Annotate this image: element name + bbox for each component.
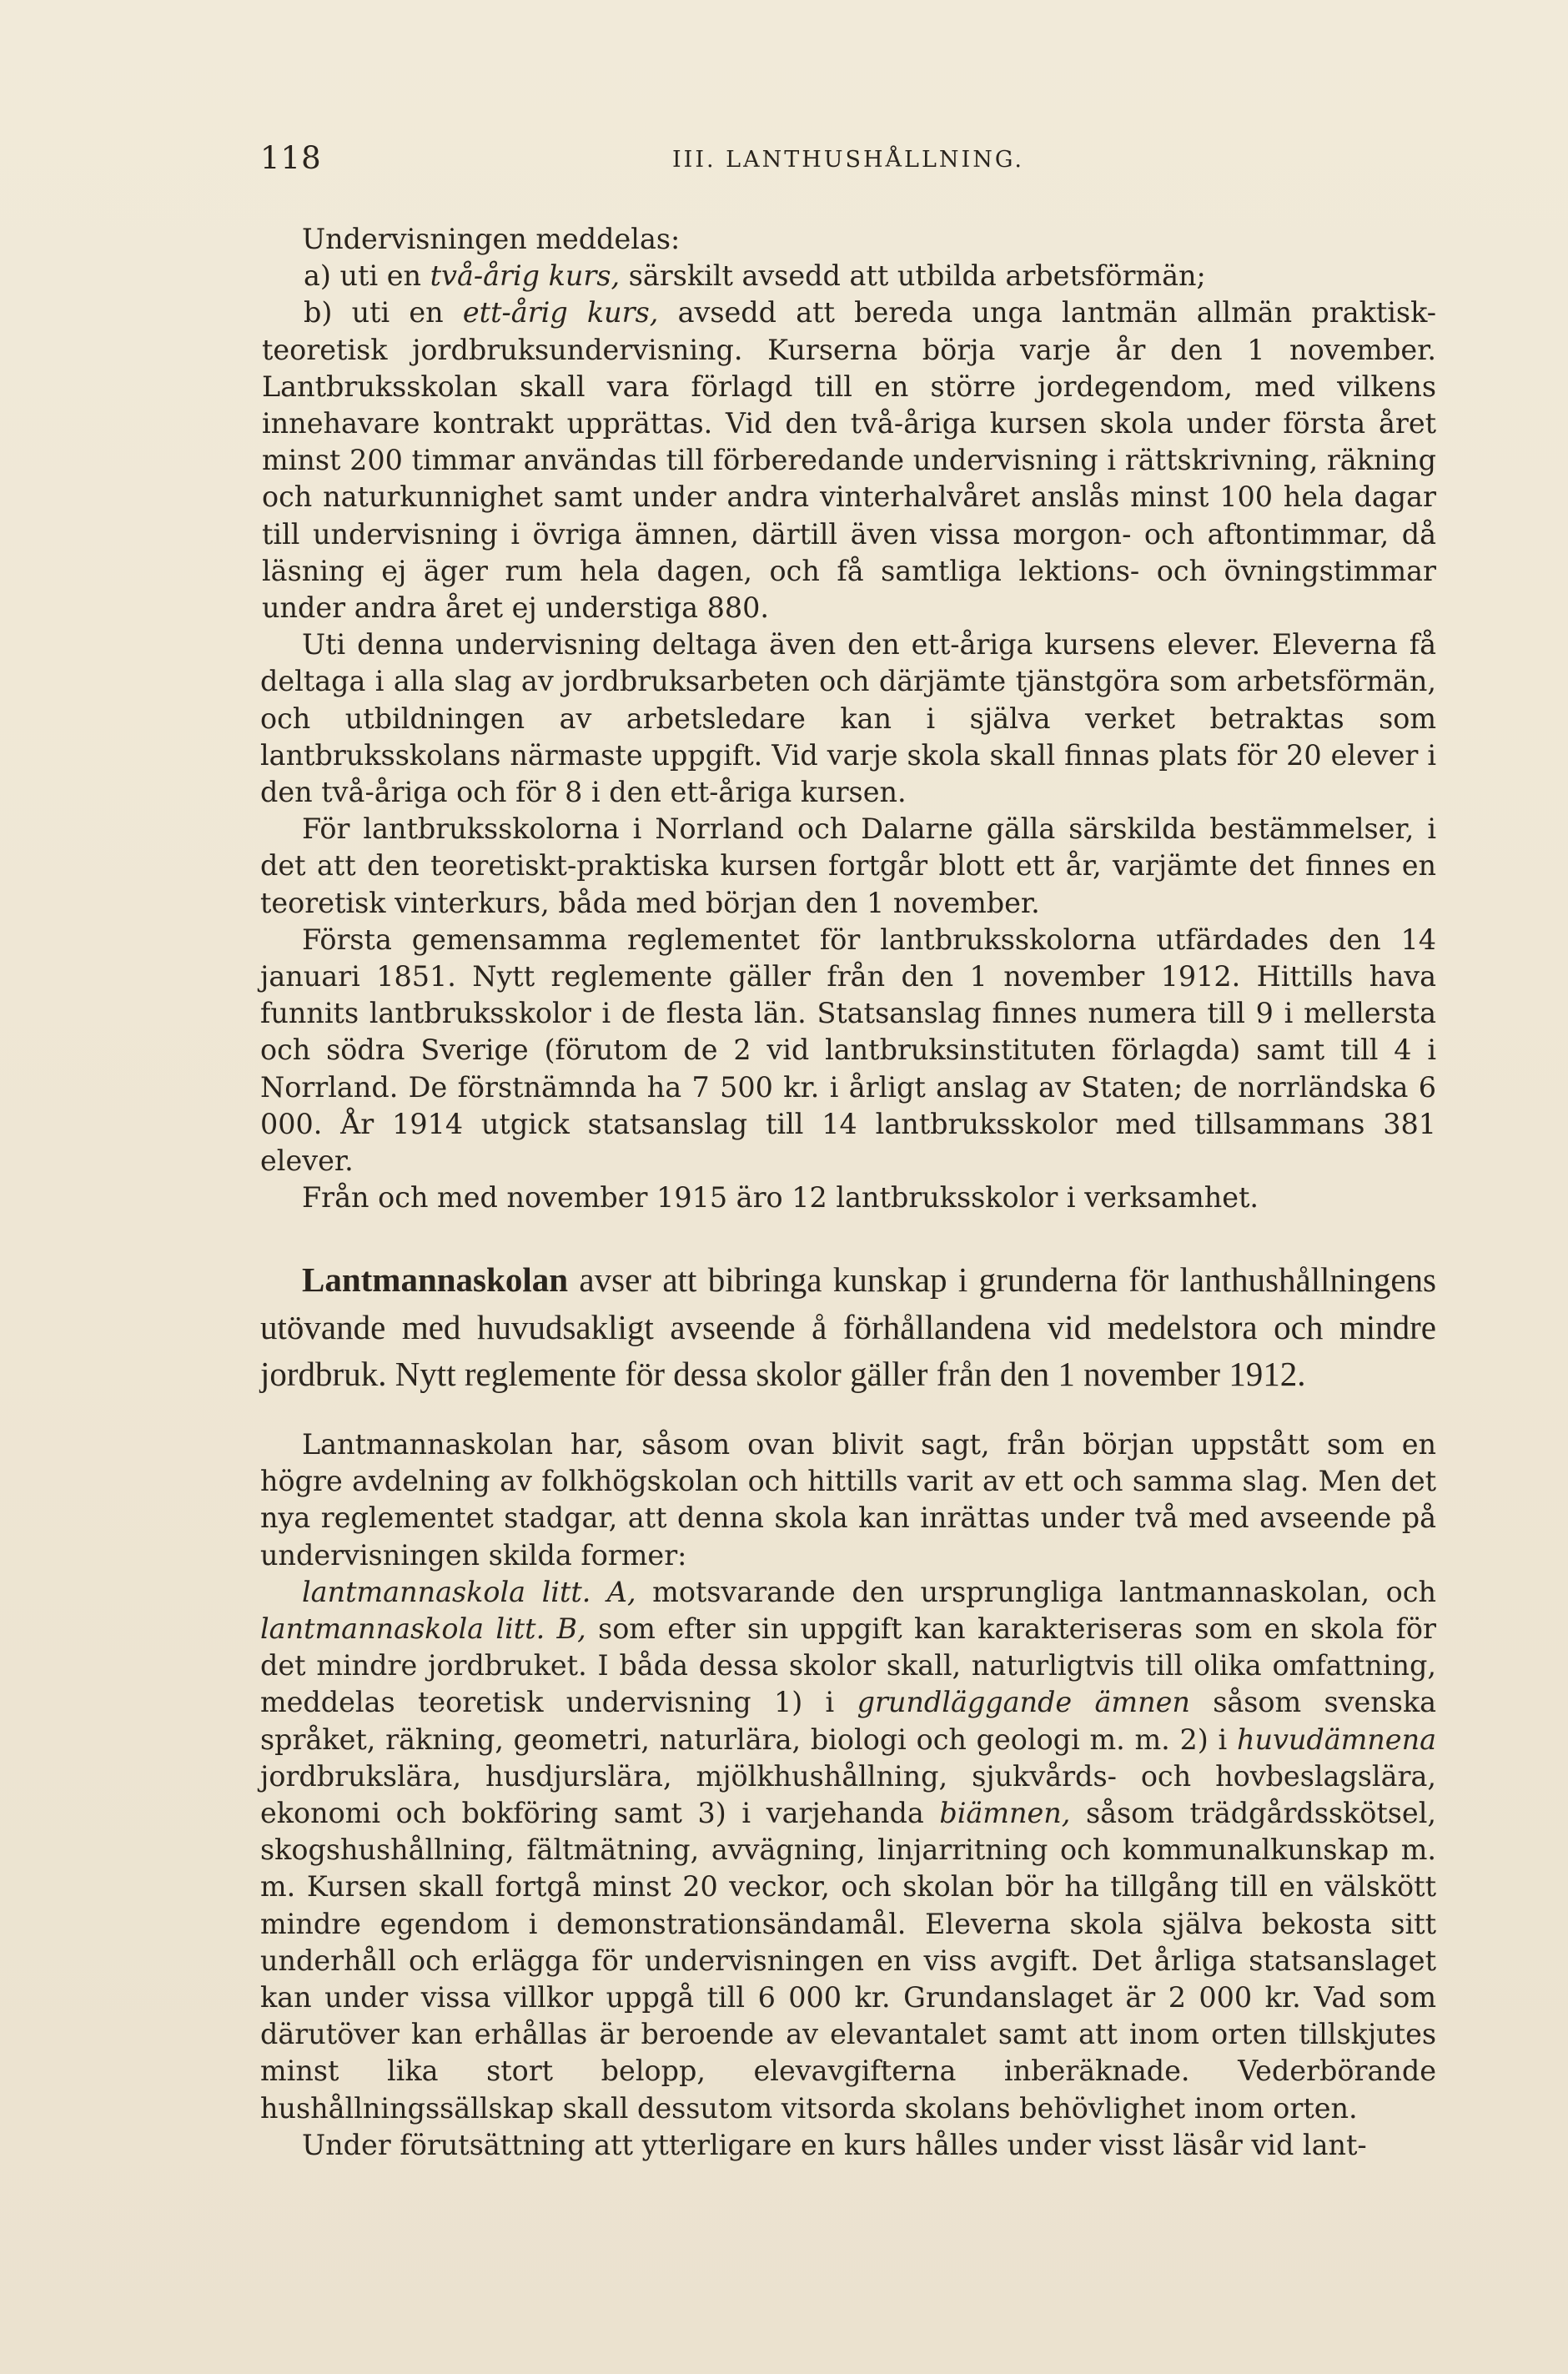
paragraph-4: Första gemensamma reglementet för lantbruksskolorna utfärdades den 14 januari 1851. Nytt reglemente gäller från den 1 november 1912. Hittills hava funnits lantbruksskolor i de flesta län. Statsanslag finnes numera till 9 i mellersta och södra Sverige (förutom de 2 vid lantbruksinstituten förlagda) samt till 4 i Norrland. De förstnämnda ha 7 500 kr. i årligt anslag av Staten; de norrländska 6 000. År 1914 utgick statsanslag till 14 lantbruksskolor med tillsammans 381 elever. [260,923,1436,1178]
text-e: såsom trädgårdsskötsel, skogshushållning, fältmätning, avvägning, linjarritning och kommunalkunskap m. m. Kursen skall fortgå minst 20 veckor, och skolan bör ha tillgång till en välskött mindre egendom i demonstrationsändamål. Eleverna skola själva bekosta sitt underhåll och erlägga för undervisningen en viss avgift. Det årliga statsanslaget kan under vissa villkor uppgå till 6 000 kr. Grundanslaget är 2 000 kr. Vad som därutöver kan erhållas är beroende av elevantalet samt att inom orten tillskjutes minst lika stort belopp, elevavgifterna inberäknade. Vederbörande hushållningssällskap skall dessutom vitsorda skolans behövlighet inom orten. [260,1797,1436,2125]
text-c: såsom svenska språket, räkning, geometri, naturlära, biologi och geologi m. m. 2) i [260,1686,1437,1756]
paragraph-last: Under förutsättning att ytterligare en kurs hålles under visst läsår vid lant- [302,2128,1367,2161]
term-litt-b: lantmannaskola litt. B, [260,1612,586,1645]
list-text-b: avsedd att bereda unga lantmän allmän praktisk-teoretisk jordbruksundervisning. Kurserna börja varje år den 1 november. Lantbruksskolan skall vara förlagd till en större jordegendom, med vilkens innehavare kontrakt upprättas. Vid den två-åriga kursen skola under första året minst 200 timmar användas till förberedande undervisning i rättskrivning, räkning och naturkunnighet samt under andra vinterhalvåret anslås minst 100 hela dagar till undervisning i övriga ämnen, därtill även vissa morgon- och aftontimmar, då läsning ej äger rum hela dagen, och få samtliga lektions- och övningstimmar under andra året ej understiga 880. [262,296,1436,625]
list-item-a [260,258,1436,294]
list-item-b [260,294,1436,626]
term-grundlaggande: grundläggande ämnen [857,1686,1190,1719]
page-number: 118 [260,140,322,176]
term-two-year-course: två-årig kurs, [430,259,621,293]
list-label-a: a) uti en [304,259,430,293]
term-huvudamnena: huvudämnena [1236,1723,1436,1756]
list-label-b: b) uti en [304,296,463,329]
list-text-a: särskilt avsedd att utbilda arbetsförmän; [620,259,1206,293]
paragraph-6: Lantmannaskolan har, såsom ovan blivit sagt, från början uppstått som en högre avdelning av folkhögskolan och hittills varit av ett och samma slag. Men det nya reglementet stadgar, att denna skola kan inrättas under två med avseende på undervisningen skilda former: [260,1427,1436,1572]
paragraph-intro: Undervisningen meddelas: [302,223,681,255]
text-a: motsvarande den ursprungliga lantmannaskolan, och [636,1575,1436,1608]
section-heading-paragraph [260,1256,1436,1398]
paragraph-2: Uti denna undervisning deltaga även den ett-åriga kursens elever. Eleverna få deltaga i alla slag av jordbruksarbeten och därjämte tjänstgöra som arbetsförmän, och utbildningen av arbetsledare kan i själva verket betraktas som lantbruksskolans närmaste uppgift. Vid varje skola skall finnas plats för 20 elever i den två-åriga och för 8 i den ett-åriga kursen. [260,628,1436,809]
text-d: jordbrukslära, husdjurslära, mjölkhushållning, sjukvårds- och hovbeslagslära, ekonomi och bokföring samt 3) i varjehanda [260,1759,1436,1830]
term-litt-a: lantmannaskola litt. A, [302,1575,636,1608]
section-heading: Lantmannaskolan [302,1260,569,1300]
paragraph-3: För lantbruksskolorna i Norrland och Dalarne gälla särskilda bestämmelser, i det att den teoretiskt-praktiska kursen fortgår blott ett år, varjämte det finnes en teoretisk vinterkurs, båda med början den 1 november. [260,812,1436,919]
term-one-year-course: ett-årig kurs, [462,296,659,329]
section-heading-text: avser att bibringa kunskap i grunderna för lanthushållningens utövande med huvudsakligt avseende å förhållandena vid medelstora och mindre jordbruk. Nytt reglemente för dessa skolor gäller från den 1 november 1912. [260,1260,1436,1394]
page-body [260,221,1436,2164]
page-header [260,140,1436,190]
paragraph-5: Från och med november 1915 äro 12 lantbruksskolor i verksamhet. [302,1181,1259,1215]
term-biamnen: biämnen, [939,1797,1071,1830]
text-b: som efter sin uppgift kan karakteriseras som en skola för det mindre jordbruket. I båda dessa skolor skall, naturligtvis till olika omfattning, meddelas teoretisk undervisning 1) i [260,1612,1436,1719]
paragraph-7 [260,1574,1436,2127]
running-head: III. LANTHUSHÅLLNING. [671,147,1025,173]
